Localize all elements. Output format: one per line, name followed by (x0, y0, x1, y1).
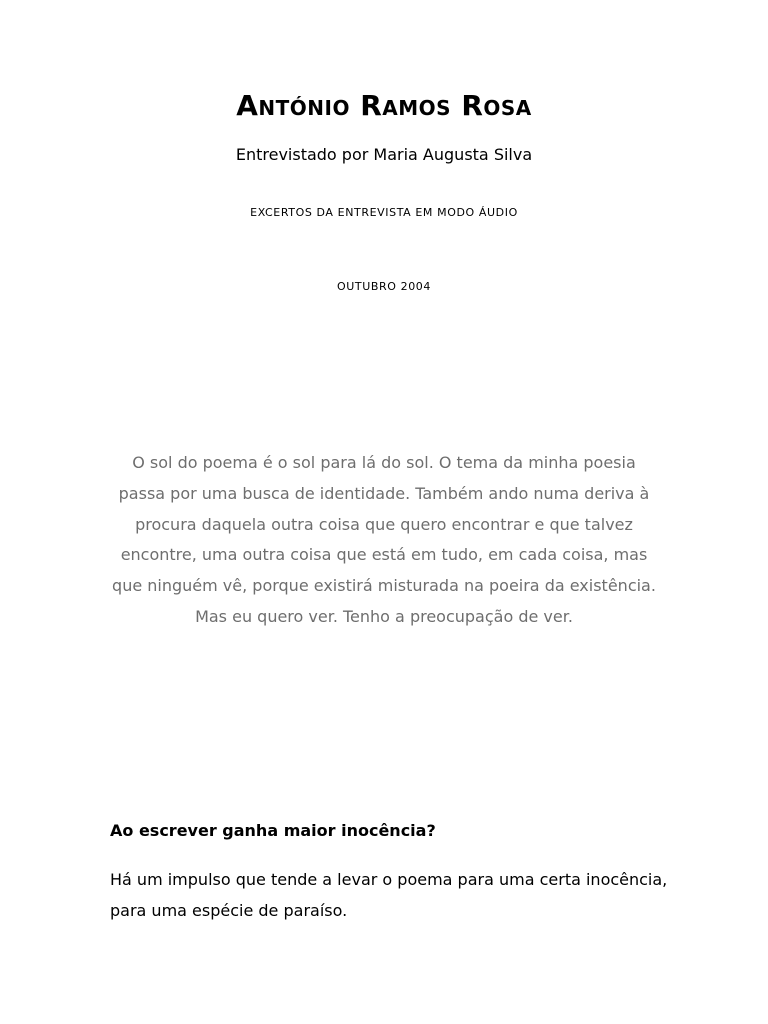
interview-answer: Há um impulso que tende a levar o poema para uma certa inocência, para uma espécie de paraíso. (110, 870, 668, 920)
epigraph-quote: O sol do poema é o sol para lá do sol. O tema da minha poesia passa por uma busca de identidade. Também ando numa deriva à procura daquela outra coisa que quero encontrar e que talvez encontre, uma outra coisa que está em tudo, em cada coisa, mas que ninguém vê, porque existirá misturada na poeira da existência. Mas eu quero ver. Tenho a preocupação de ver. (112, 453, 656, 626)
publication-date: OUTUBRO 2004 (336, 280, 432, 293)
excerpt-note: EXCERTOS DA ENTREVISTA EM MODO ÁUDIO (250, 206, 518, 219)
interview-question: Ao escrever ganha maior inocência? (110, 821, 436, 840)
page-title: António Ramos Rosa (236, 89, 532, 122)
interviewer-subtitle: Entrevistado por Maria Augusta Silva (235, 145, 533, 164)
